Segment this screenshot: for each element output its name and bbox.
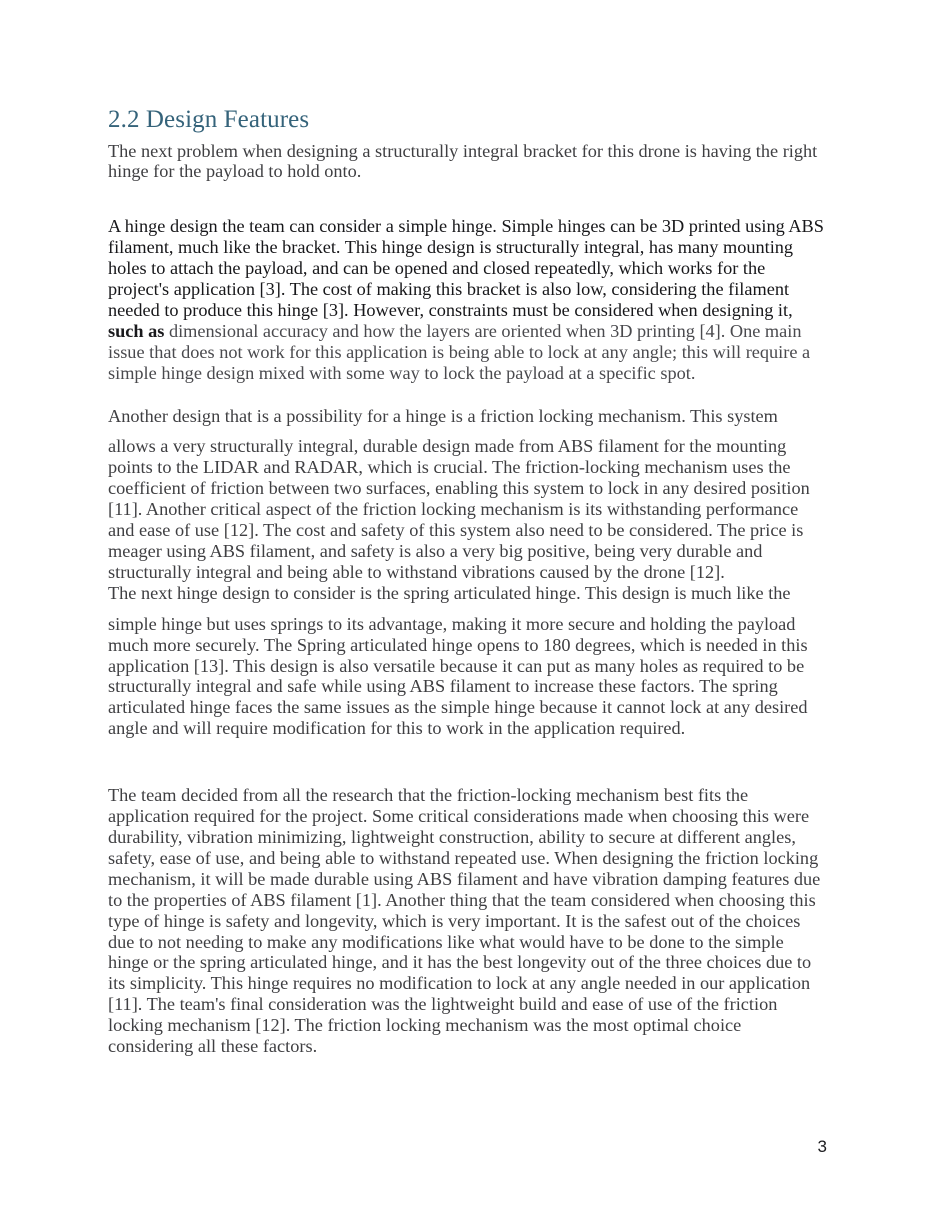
section-heading: 2.2 Design Features (108, 106, 310, 133)
paragraph-spacer (108, 604, 824, 614)
paragraph-intro: The next problem when designing a structurally integral bracket for this drone is having the right hinge for the payload to hold onto. (108, 140, 818, 182)
paragraph-spacer (108, 384, 824, 406)
paragraph-friction-intro: Another design that is a possibility for a hinge is a friction locking mechanism. This system (108, 405, 778, 426)
paragraph-spacer (108, 182, 824, 216)
paragraph-simple-hinge-part2: dimensional accuracy and how the layers are oriented when 3D printing [4]. One main issue that does not work for this application is being able to lock at any angle; this will require a simple hinge design mixed with some way to lock the payload at a specific spot. (108, 320, 811, 383)
paragraph-spacer (108, 426, 824, 436)
paragraph-spring-intro: The next hinge design to consider is the spring articulated hinge. This design is much like the (108, 582, 791, 603)
paragraph-spacer (108, 739, 824, 785)
paragraph-friction-body: allows a very structurally integral, durable design made from ABS filament for the mounting points to the LIDAR and RADAR, which is crucial. The friction-locking mechanism uses the coefficient of friction between two surfaces, enabling this system to lock in any desired position [11]. Another critical aspect of the friction locking mechanism is its withstanding performance and ease of use [12]. The cost and safety of this system also need to be considered. The price is meager using ABS filament, and safety is also a very big positive, being very durable and structurally integral and being able to withstand vibrations caused by the drone [12]. (108, 436, 810, 582)
paragraph-spring-body: simple hinge but uses springs to its advantage, making it more secure and holding the payload much more securely. The Spring articulated hinge opens to 180 degrees, which is needed in this application [13]. This design is also versatile because it can put as many holes as required to be structurally integral and safe while using ABS filament to increase these factors. The spring articulated hinge faces the same issues as the simple hinge because it cannot lock at any desired angle and will require modification for this to work in the application required. (108, 613, 808, 739)
paragraph-simple-hinge (108, 216, 824, 383)
page-content (108, 105, 824, 1057)
paragraph-conclusion: The team decided from all the research that the friction-locking mechanism best fits the application required for the project. Some critical considerations made when choosing this were durability, vibration minimizing, lightweight construction, ability to secure at different angles, safety, ease of use, and being able to withstand repeated use. When designing the friction locking mechanism, it will be made durable using ABS filament and have vibration damping features due to the properties of ABS filament [1]. Another thing that the team considered when choosing this type of hinge is safety and longevity, which is very important. It is the safest out of the choices due to not needing to make any modifications like what would have to be done to the simple hinge or the spring articulated hinge, and it has the best longevity out of the three choices due to its simplicity. This hinge requires no modification to lock at any angle needed in our application [11]. The team's final consideration was the lightweight build and ease of use of the friction locking mechanism [12]. The friction locking mechanism was the most optimal choice considering all these factors. (108, 785, 821, 1057)
paragraph-simple-hinge-part1: A hinge design the team can consider a simple hinge. Simple hinges can be 3D printed using ABS filament, much like the bracket. This hinge design is structurally integral, has many mounting holes to attach the payload, and can be opened and closed repeatedly, which works for the project's application [3]. The cost of making this bracket is also low, considering the filament needed to produce this hinge [3]. However, constraints must be considered when designing it, (108, 216, 824, 320)
page-number: 3 (817, 1137, 827, 1156)
paragraph-simple-hinge-emphasis: such as (108, 320, 165, 341)
